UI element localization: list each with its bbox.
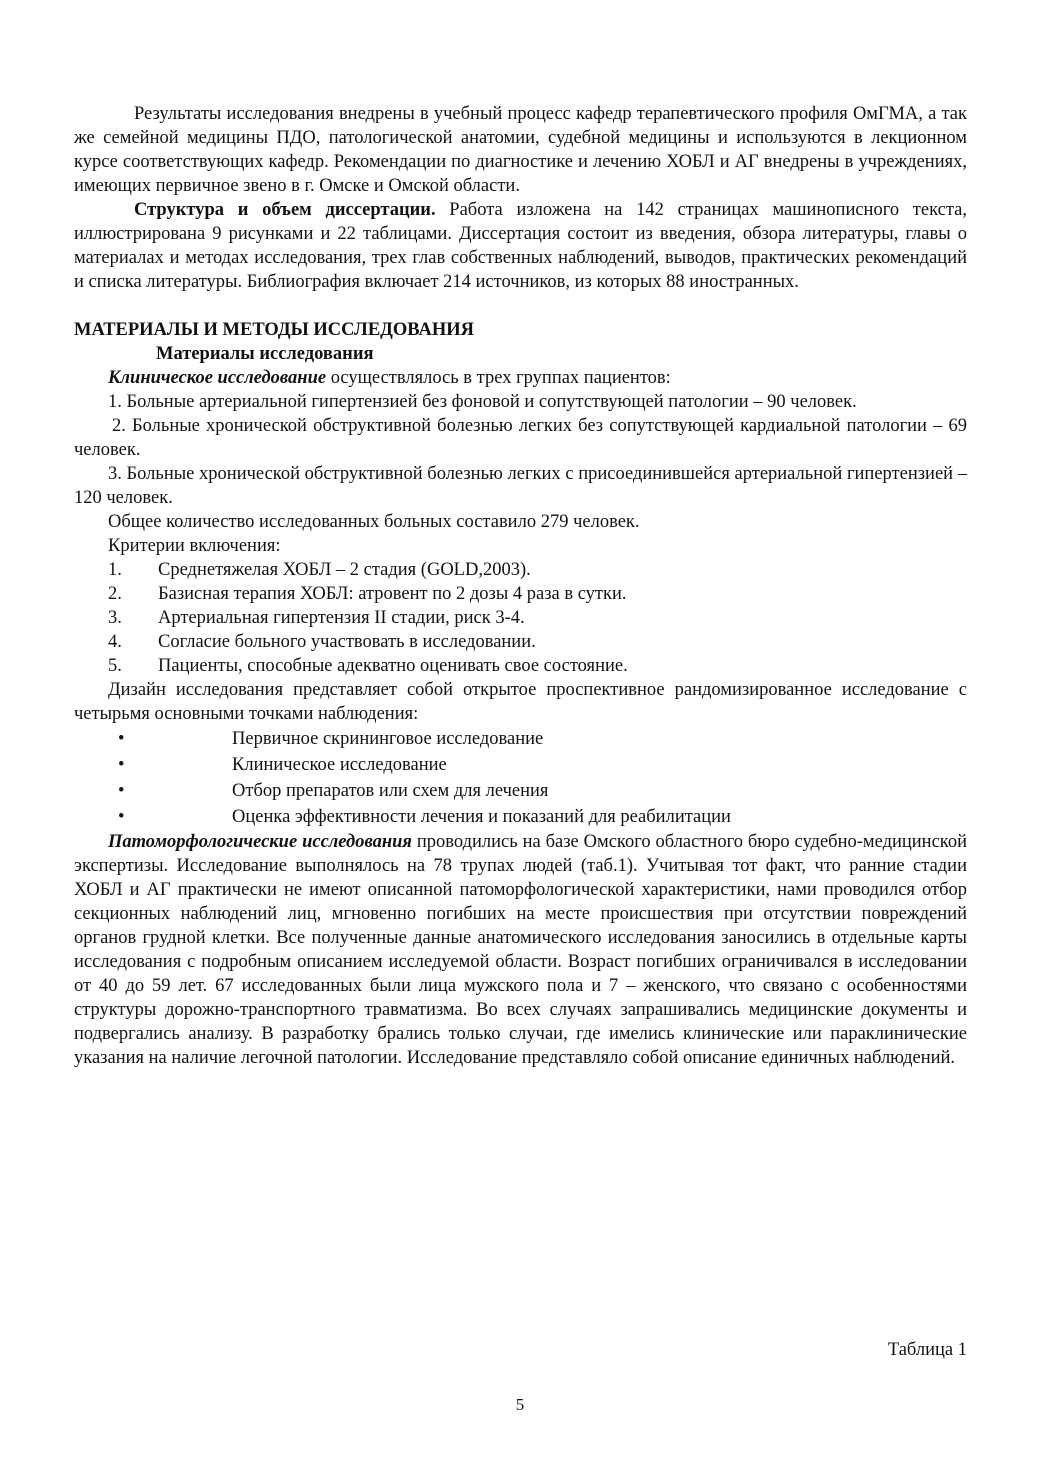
- criteria-number: 3.: [108, 608, 122, 628]
- observation-point-text: Отбор препаратов или схем для лечения: [232, 781, 549, 801]
- bullet-icon: •: [118, 781, 125, 801]
- criteria-number: 2.: [108, 584, 122, 604]
- table-caption: Таблица 1: [887, 1340, 967, 1360]
- clinical-text: осуществлялось в трех группах пациентов:: [326, 368, 671, 388]
- structure-text: Работа изложена на 142 страницах машинописного текста, иллюстрирована 9 рисунками и 22 таблицами. Диссертация состоит из введения, обзора литературы, главы о материалах и методах исследования, трех глав собственных наблюдений, выводов, практических рекомендаций и списка литературы. Библиография включает 214 источников, из которых 88 иностранных.: [74, 200, 967, 292]
- observation-points-list: [74, 726, 967, 830]
- criteria-item: [74, 630, 967, 654]
- pathology-label: Патоморфологические исследования: [108, 832, 412, 852]
- bullet-icon: •: [118, 807, 125, 827]
- criteria-text: Согласие больного участвовать в исследовании.: [158, 632, 536, 652]
- observation-point: [74, 804, 967, 830]
- clinical-paragraph: [74, 366, 967, 390]
- structure-paragraph: [74, 198, 967, 294]
- criteria-item: [74, 582, 967, 606]
- document-body: [74, 102, 967, 1070]
- observation-point: [74, 752, 967, 778]
- criteria-number: 1.: [108, 560, 122, 580]
- criteria-text: Пациенты, способные адекватно оценивать свое состояние.: [158, 656, 628, 676]
- pathology-paragraph: [74, 830, 967, 1070]
- criteria-text: Среднетяжелая ХОБЛ – 2 стадия (GOLD,2003).: [158, 560, 531, 580]
- criteria-number: 4.: [108, 632, 122, 652]
- criteria-text: Базисная терапия ХОБЛ: атровент по 2 дозы 4 раза в сутки.: [158, 584, 627, 604]
- criteria-title: Критерии включения:: [108, 536, 281, 556]
- criteria-item: [74, 606, 967, 630]
- observation-point-text: Первичное скрининговое исследование: [232, 729, 544, 749]
- observation-point-text: Клиническое исследование: [232, 755, 447, 775]
- pathology-text: проводились на базе Омского областного бюро судебно-медицинской экспертизы. Исследование выполнялось на 78 трупах людей (таб.1). Учитывая тот факт, что ранние стадии ХОБЛ и АГ практически не имеют описанной патоморфологической характеристики, нами проводился отбор секционных наблюдений лиц, мгновенно погибших на месте происшествия при отсутствии повреждений органов грудной клетки. Все полученные данные анатомического исследования заносились в отдельные карты исследования с подробным описанием исследуемой области. Возраст погибших ограничивался в исследовании от 40 до 59 лет. 67 исследованных были лица мужского пола и 7 – женского, что связано с особенностями структуры дорожно-транспортного травматизма. Во всех случаях запрашивались медицинские документы и подвергались анализу. В разработку брались только случаи, где имелись клинические или параклинические указания на наличие легочной патологии. Исследование представляло собой описание единичных наблюдений.: [74, 832, 967, 1068]
- bullet-icon: •: [118, 755, 125, 775]
- section-title: МАТЕРИАЛЫ И МЕТОДЫ ИССЛЕДОВАНИЯ: [74, 320, 474, 340]
- criteria-number: 5.: [108, 656, 122, 676]
- observation-point-text: Оценка эффективности лечения и показаний для реабилитации: [232, 807, 731, 827]
- clinical-group-2: 2. Больные хронической обструктивной болезнью легких без сопутствующей кардиальной патологии – 69 человек.: [74, 416, 967, 460]
- page-number: 5: [515, 1395, 525, 1414]
- criteria-item: [74, 558, 967, 582]
- observation-point: [74, 778, 967, 804]
- criteria-list: [74, 558, 967, 678]
- intro-paragraph: Результаты исследования внедрены в учебный процесс кафедр терапевтического профиля ОмГМА, а так же семейной медицины ПДО, патологической анатомии, судебной медицины и используются в лекционном курсе соответствующих кафедр. Рекомендации по диагностике и лечению ХОБЛ и АГ внедрены в учреждениях, имеющих первичное звено в г. Омске и Омской области.: [74, 104, 967, 196]
- clinical-group-3: 3. Больные хронической обструктивной болезнью легких с присоединившейся артериальной гипертензией – 120 человек.: [74, 464, 967, 508]
- structure-label: Структура и объем диссертации.: [134, 200, 436, 220]
- design-paragraph: Дизайн исследования представляет собой открытое проспективное рандомизированное исследование с четырьмя основными точками наблюдения:: [74, 680, 967, 724]
- criteria-text: Артериальная гипертензия II стадии, риск 3-4.: [158, 608, 525, 628]
- observation-point: [74, 726, 967, 752]
- clinical-group-1: 1. Больные артериальной гипертензией без фоновой и сопутствующей патологии – 90 человек.: [108, 392, 857, 412]
- section-subtitle: Материалы исследования: [156, 344, 374, 364]
- clinical-label: Клиническое исследование: [108, 368, 327, 388]
- patients-total: Общее количество исследованных больных составило 279 человек.: [108, 512, 640, 532]
- bullet-icon: •: [118, 729, 125, 749]
- criteria-item: [74, 654, 967, 678]
